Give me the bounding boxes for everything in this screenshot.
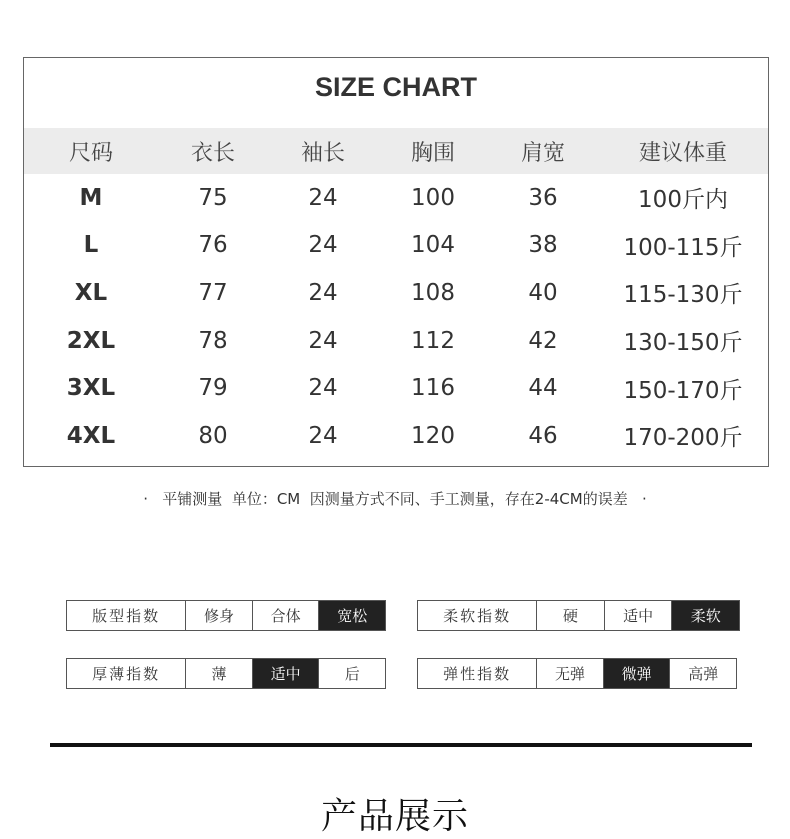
cell-chest: 108 bbox=[411, 279, 455, 306]
cell-shoulder: 46 bbox=[528, 422, 558, 449]
header-chest: 胸围 bbox=[378, 128, 488, 174]
cell-sleeve: 24 bbox=[308, 279, 338, 306]
table-row bbox=[24, 174, 768, 222]
thickness-index bbox=[66, 658, 386, 689]
table-row bbox=[24, 317, 768, 365]
elasticity-option: 微弹 bbox=[603, 659, 670, 688]
size-chart-title: SIZE CHART bbox=[315, 72, 477, 102]
cell-size: M bbox=[79, 184, 103, 211]
cell-length: 79 bbox=[198, 375, 228, 402]
cell-chest: 104 bbox=[411, 232, 455, 259]
elasticity-option: 高弹 bbox=[669, 659, 736, 688]
softness-option: 柔软 bbox=[671, 601, 739, 630]
cell-sleeve: 24 bbox=[308, 375, 338, 402]
table-row bbox=[24, 222, 768, 270]
header-weight: 建议体重 bbox=[598, 128, 768, 174]
section-divider bbox=[50, 743, 752, 747]
cell-weight: 170-200斤 bbox=[623, 425, 743, 452]
cell-length: 80 bbox=[198, 422, 228, 449]
cell-length: 76 bbox=[198, 232, 228, 259]
cell-sleeve: 24 bbox=[308, 184, 338, 211]
cell-weight: 100斤内 bbox=[638, 187, 728, 214]
table-row bbox=[24, 364, 768, 412]
cell-sleeve: 24 bbox=[308, 232, 338, 259]
cell-size: 3XL bbox=[66, 375, 116, 402]
cell-weight: 100-115斤 bbox=[623, 234, 743, 261]
table-row bbox=[24, 412, 768, 460]
elasticity-index bbox=[417, 658, 737, 689]
size-chart bbox=[23, 57, 769, 467]
cell-chest: 100 bbox=[411, 184, 455, 211]
cell-sleeve: 24 bbox=[308, 422, 338, 449]
cell-length: 78 bbox=[198, 327, 228, 354]
thickness-option: 薄 bbox=[185, 659, 252, 688]
cell-shoulder: 44 bbox=[528, 375, 558, 402]
softness-option: 硬 bbox=[536, 601, 604, 630]
cell-size: XL bbox=[74, 279, 108, 306]
header-shoulder: 肩宽 bbox=[488, 128, 598, 174]
thickness-option: 适中 bbox=[252, 659, 319, 688]
table-row bbox=[24, 269, 768, 317]
thickness-index-label: 厚薄指数 bbox=[92, 665, 161, 683]
fit-index-label: 版型指数 bbox=[92, 607, 161, 625]
fit-option: 宽松 bbox=[318, 601, 385, 630]
measurement-note: · 平铺测量 单位：CM 因测量方式不同、手工测量，存在2-4CM的误差 · bbox=[143, 490, 647, 508]
cell-weight: 130-150斤 bbox=[623, 330, 743, 357]
cell-length: 75 bbox=[198, 184, 228, 211]
fit-option: 修身 bbox=[185, 601, 252, 630]
cell-sleeve: 24 bbox=[308, 327, 338, 354]
cell-shoulder: 40 bbox=[528, 279, 558, 306]
cell-chest: 112 bbox=[411, 327, 455, 354]
cell-shoulder: 36 bbox=[528, 184, 558, 211]
softness-index-label: 柔软指数 bbox=[443, 607, 512, 625]
cell-weight: 150-170斤 bbox=[623, 377, 743, 404]
cell-length: 77 bbox=[198, 279, 228, 306]
header-size: 尺码 bbox=[24, 128, 158, 174]
softness-option: 适中 bbox=[604, 601, 672, 630]
elasticity-option: 无弹 bbox=[536, 659, 603, 688]
softness-index bbox=[417, 600, 740, 631]
cell-size: 2XL bbox=[66, 327, 116, 354]
header-length: 衣长 bbox=[158, 128, 268, 174]
cell-weight: 115-130斤 bbox=[623, 282, 743, 309]
cell-chest: 120 bbox=[411, 422, 455, 449]
fit-option: 合体 bbox=[252, 601, 319, 630]
elasticity-index-label: 弹性指数 bbox=[443, 665, 512, 683]
cell-shoulder: 38 bbox=[528, 232, 558, 259]
cell-size: L bbox=[83, 232, 99, 259]
fit-index bbox=[66, 600, 386, 631]
header-sleeve: 袖长 bbox=[268, 128, 378, 174]
thickness-option: 后 bbox=[318, 659, 385, 688]
size-table bbox=[24, 128, 768, 460]
cell-size: 4XL bbox=[66, 422, 116, 449]
cell-chest: 116 bbox=[411, 375, 455, 402]
table-header-row bbox=[24, 128, 768, 174]
section-title: 产品展示 bbox=[320, 796, 469, 837]
cell-shoulder: 42 bbox=[528, 327, 558, 354]
